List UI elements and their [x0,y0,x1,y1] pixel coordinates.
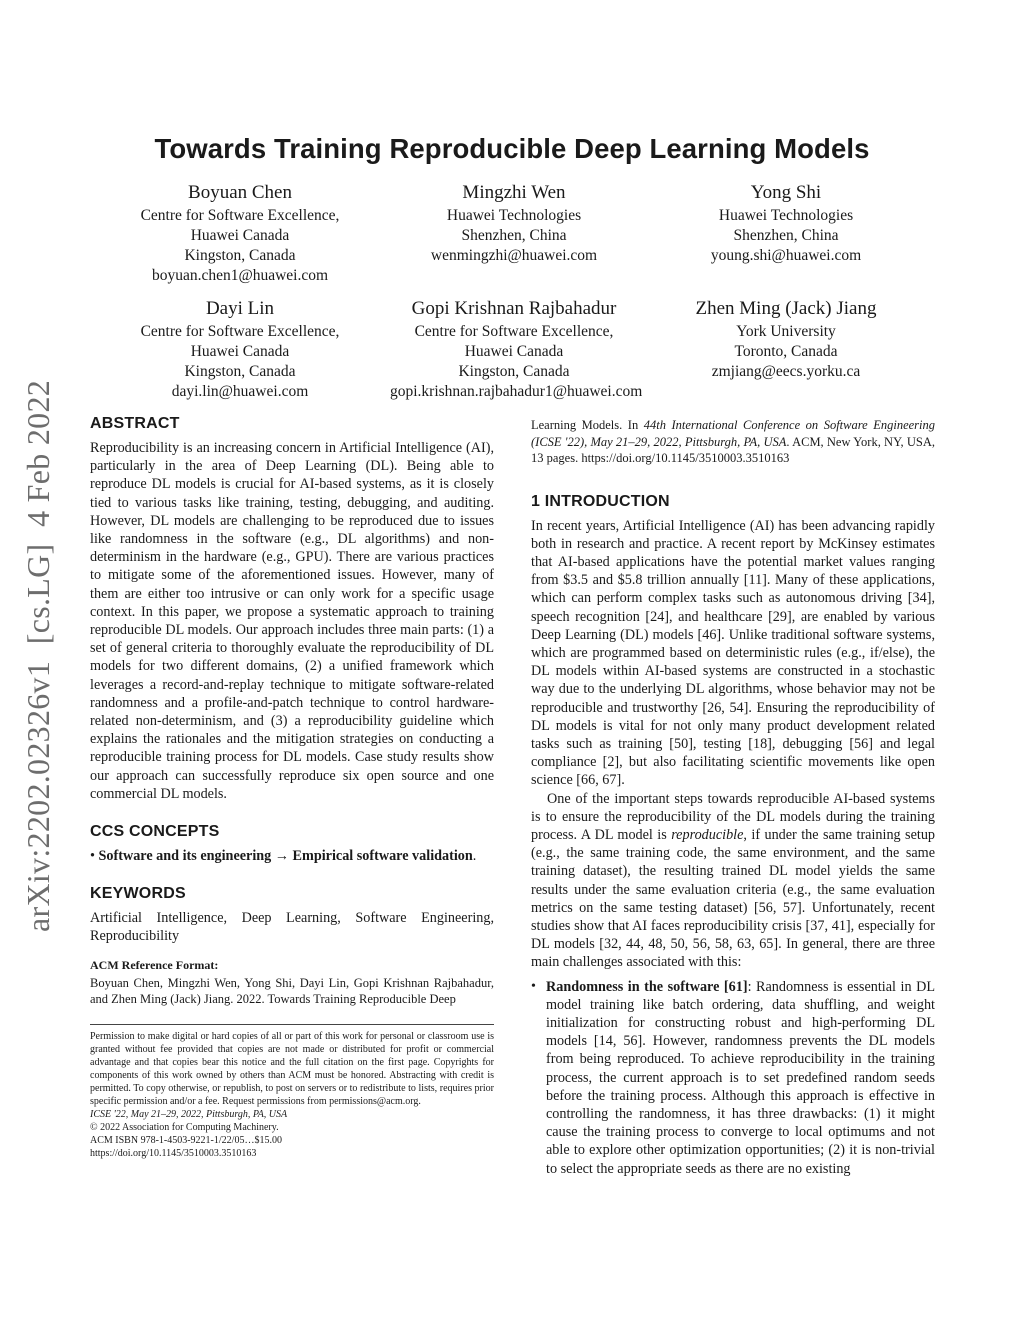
introduction-paragraph-1: In recent years, Artificial Intelligence (AI) has been advancing rapidly both in research and practice. A recent report by McKinsey estimates that AI-based applications have the potential market values ranging from $3.5 and $5.8 trillion annually [11]. Many of these applications, which can perform complex tasks such as autonomous driving [34], speech recognition [24], and healthcare [29], are enabled by various Deep Learning (DL) models [46]. Unlike traditional software systems, which are programmed based on deterministic rules (e.g., if/else), the DL models within AI-based systems are constructed in a stochastic way due to the underlying DL algorithms, whose behavior may not be reproducible and trustworthy [26, 54]. Ensuring the reproducibility of DL models is vital for not only many product development related tasks such as training [50], testing [18], debugging [56] and legal compliance [2], but also facilitating scientific movements like open science [66, 67]. [531,517,935,789]
bullet-heading: Randomness in the software [61] [546,978,748,995]
reproducible-emphasis: reproducible [671,826,744,843]
list-item [531,978,935,1178]
author-location: Kingston, Canada [458,363,570,380]
paper-title: Towards Training Reproducible Deep Learning Models [154,133,870,164]
author-name: Boyuan Chen [188,182,292,203]
author-entry [638,180,934,286]
keywords-heading: KEYWORDS [90,885,186,903]
author-location: Kingston, Canada [184,363,296,380]
permission-copyright: © 2022 Association for Computing Machinery. [90,1121,279,1133]
permission-isbn: ACM ISBN 978-1-4503-9221-1/22/05…$15.00 [90,1134,282,1146]
author-block [90,180,934,402]
permission-block [90,1030,494,1160]
acm-reference-label: ACM Reference Format: [90,957,219,972]
acm-reference-continued-tail: . ACM, New York, NY, USA, 13 pages. https://doi.org/10.1145/3510003.3510163 [531,434,935,465]
right-column [531,417,935,1178]
introduction-paragraph-2-start: One of the important steps towards reproducible AI-based systems is to ensure the reproducibility of the DL models during the training process. A DL model is [531,790,935,843]
left-column [90,415,494,1160]
acm-reference-text: Boyuan Chen, Mingzhi Wen, Yong Shi, Dayi Lin, Gopi Krishnan Rajbahadur, and Zhen Ming (Jack) Jiang. 2022. Towards Training Reproducible Deep [90,975,494,1007]
author-entry [90,180,390,286]
introduction-heading: 1 INTRODUCTION [531,492,670,510]
author-entry [90,296,390,402]
ccs-bullet: • [90,848,95,865]
author-location: Toronto, Canada [734,343,838,360]
author-row [90,180,934,286]
abstract-text: Reproducibility is an increasing concern in Artificial Intelligence (AI), particularly in the area of Deep Learning (DL). Being able to reproduce DL models is crucial for AI-based systems, as it is closely tied to various tasks like training, testing, debugging, and auditing. However, DL models are challenging to be reproduced due to issues like randomness in the software (e.g., DL algorithms) and non-determinism in the hardware (e.g., GPU). There are various practices to mitigate some of the aforementioned issues. However, many of them are either too intrusive or can only work for a specific usage context. In this paper, we propose a systematic approach to training reproducible DL models. Our approach includes three main parts: (1) a set of general criteria to thoroughly evaluate the reproducibility of DL models for two different domains, (2) a unified framework which leverages a record-and-replay technique to mitigate software-related randomness and a profile-and-patch technique to control hardware-related non-determinism, and (3) a reproducibility guideline which explains the rationales and the mitigation strategies on conducting a reproducible training process for DL models. Case study results show our approach can successfully reproduce six open source and one commercial DL models. [90,440,494,802]
ccs-heading: CCS CONCEPTS [90,823,220,841]
bullet-icon: • [531,978,536,994]
permission-venue: ICSE '22, May 21–29, 2022, Pittsburgh, PA, USA [90,1108,288,1120]
abstract-heading: ABSTRACT [90,415,180,432]
author-affiliation: Centre for Software Excellence, [414,323,614,340]
author-location: Kingston, Canada [184,247,296,264]
introduction-paragraph-2-rest: , if under the same training setup (e.g., the same training code, the same environment, and the same training dataset), the resulting trained DL model yields the same results under the same evaluation criteria (e.g., the same evaluation metrics on the same testing dataset) [56, 57]. Unfortunately, recent studies show that AI faces reproducibility crisis [37, 41], especially for DL models [32, 44, 48, 50, 56, 58, 63, 65]. In general, there are three main challenges associated with this: [531,826,936,971]
ccs-concepts [90,847,494,865]
author-name: Yong Shi [750,182,822,203]
bullet-text [546,978,935,1178]
author-email: young.shi@huawei.com [710,247,862,264]
author-email: boyuan.chen1@huawei.com [151,267,329,284]
author-name: Zhen Ming (Jack) Jiang [695,298,877,319]
author-email: gopi.krishnan.rajbahadur1@huawei.com [390,383,643,400]
author-entry [638,296,934,402]
author-name: Gopi Krishnan Rajbahadur [411,298,617,319]
author-name: Dayi Lin [205,298,275,319]
author-name: Mingzhi Wen [462,182,566,203]
arxiv-stamp: arXiv:2202.02326v1 [cs.LG] 4 Feb 2022 [20,379,56,932]
author-affiliation: Huawei Canada [464,343,564,360]
keywords-text: Artificial Intelligence, Deep Learning, Software Engineering, Reproducibility [90,910,494,945]
footnote-rule [90,1024,494,1025]
permission-doi: https://doi.org/10.1145/3510003.3510163 [90,1147,257,1159]
author-location: Shenzhen, China [733,227,839,244]
author-affiliation: Huawei Canada [190,343,290,360]
author-location: Shenzhen, China [461,227,567,244]
author-email: zmjiang@eecs.yorku.ca [711,363,861,380]
acm-reference-continued [531,417,935,467]
author-affiliation: Centre for Software Excellence, [140,323,340,340]
author-row [90,296,934,402]
author-email: dayi.lin@huawei.com [171,383,309,400]
author-affiliation: Huawei Canada [190,227,290,244]
permission-text: Permission to make digital or hard copies of all or part of this work for personal or classroom use is granted without fee provided that copies are not made or distributed for profit or commercial advantage and that copies bear this notice and the full citation on the first page. Copyrights for components of this work owned by others than ACM must be honored. Abstracting with credit is permitted. To copy otherwise, or republish, to post on servers or to redistribute to lists, requires prior specific permission and/or a fee. Request permissions from permissions@acm.org. [90,1030,494,1107]
author-affiliation: Huawei Technologies [446,207,582,224]
ccs-concept-text: Software and its engineering → Empirical software validation [98,848,473,865]
ccs-period: . [472,848,477,865]
author-email: wenmingzhi@huawei.com [430,247,598,264]
acm-reference-venue: 44th International Conference on Software Engineering (ICSE '22), May 21–29, 2022, Pittsburgh, PA, USA [531,418,936,449]
author-affiliation: Huawei Technologies [718,207,854,224]
author-entry [390,180,638,286]
bullet-body: : Randomness is essential in DL model training like batch ordering, data shuffling, and weight initialization for constructing robust and high-performing DL models [14, 56]. However, randomness prevents the DL models from being reproduced. To achieve reproducibility in the training process, the current approach is to set predefined random seeds before the training process. Although this approach is effective in controlling the randomness, it has three drawbacks: (1) it might cause the training process to converge to local optimums and not able to explore other optimization opportunities; (2) it is non-trivial to select the appropriate seeds as there are no existing [546,978,935,1177]
author-affiliation: York University [736,323,836,340]
author-entry [390,296,643,402]
author-affiliation: Centre for Software Excellence, [140,207,340,224]
introduction-paragraph-2 [531,790,935,972]
acm-reference-continued-text: Learning Models. In [531,418,644,432]
